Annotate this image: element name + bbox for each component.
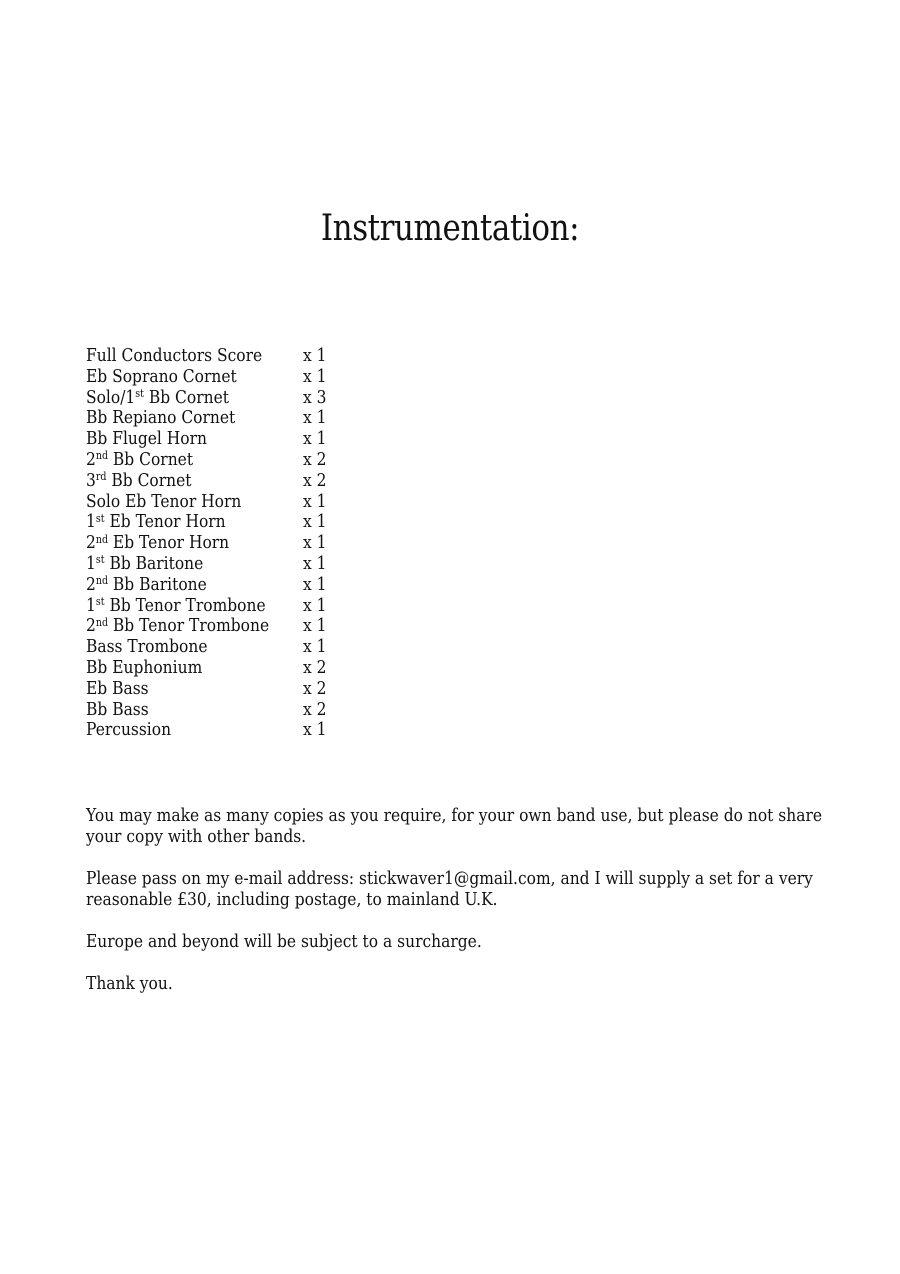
ordinal-suffix: st [95, 511, 105, 525]
part-row [86, 720, 386, 741]
part-name-prefix: Bb Bass [86, 698, 149, 720]
page-title: Instrumentation: [320, 208, 580, 249]
part-name-suffix: Bb Cornet [106, 469, 192, 491]
part-quantity: x 1 [303, 719, 327, 741]
part-name [86, 596, 266, 617]
part-row [86, 616, 386, 637]
part-name [86, 512, 226, 533]
part-row [86, 575, 386, 596]
part-name-prefix: Bb Repiano Cornet [86, 407, 236, 429]
part-name [86, 471, 191, 492]
part-quantity: x 1 [303, 532, 327, 554]
part-name-suffix: Bb Cornet [108, 448, 194, 470]
part-quantity: x 1 [303, 511, 327, 533]
part-row [86, 554, 386, 575]
part-name [86, 720, 171, 741]
part-quantity: x 1 [303, 365, 327, 387]
part-row [86, 450, 386, 471]
part-quantity: x 2 [303, 448, 327, 470]
part-name-prefix: Full Conductors Score [86, 345, 263, 366]
part-name [86, 388, 229, 409]
part-quantity: x 1 [303, 615, 327, 637]
part-name [86, 492, 241, 513]
part-name [86, 367, 237, 388]
surcharge-note: Europe and beyond will be subject to a surcharge. [86, 931, 482, 952]
part-quantity: x 1 [303, 552, 327, 574]
part-row [86, 700, 386, 721]
part-name-prefix: Bass Trombone [86, 636, 208, 658]
part-row [86, 658, 386, 679]
part-name-prefix: 1 [86, 511, 96, 533]
part-row [86, 637, 386, 658]
part-row [86, 346, 386, 367]
part-row [86, 679, 386, 700]
part-name [86, 575, 207, 596]
part-name-prefix: Percussion [86, 719, 172, 741]
ordinal-suffix: rd [95, 470, 107, 484]
part-name [86, 679, 149, 700]
ordinal-suffix: nd [95, 532, 109, 546]
ordinal-suffix: st [135, 387, 144, 401]
part-name-suffix: Bb Baritone [108, 573, 207, 595]
part-name-prefix: Bb Euphonium [86, 656, 203, 678]
contact-note: Please pass on my e-mail address: stickwaver1@gmail.com, and I will supply a set for a very reasonable £30, including postage, to mainland U.K. [86, 868, 813, 910]
part-name [86, 700, 149, 721]
part-quantity: x 3 [303, 386, 327, 408]
part-quantity: x 1 [303, 428, 327, 450]
part-row [86, 429, 386, 450]
ordinal-suffix: st [95, 553, 105, 567]
ordinal-suffix: st [95, 595, 105, 609]
part-name [86, 429, 207, 450]
part-row [86, 596, 386, 617]
part-quantity: x 2 [303, 698, 327, 720]
part-row [86, 367, 386, 388]
part-name-prefix: Eb Soprano Cornet [86, 365, 237, 387]
part-quantity: x 2 [303, 677, 327, 699]
part-quantity: x 1 [303, 573, 327, 595]
part-name [86, 450, 193, 471]
part-name [86, 408, 235, 429]
part-name [86, 658, 202, 679]
thanks-note: Thank you. [86, 973, 173, 994]
part-quantity: x 2 [303, 656, 327, 678]
part-row [86, 512, 386, 533]
part-name-prefix: 2 [86, 532, 96, 554]
part-name-prefix: 2 [86, 448, 96, 470]
part-name-prefix: 3 [86, 469, 96, 491]
part-quantity: x 1 [303, 345, 327, 366]
part-name [86, 554, 203, 575]
part-name [86, 346, 262, 367]
ordinal-suffix: nd [95, 615, 109, 629]
part-row [86, 492, 386, 513]
part-row [86, 533, 386, 554]
part-quantity: x 1 [303, 594, 327, 616]
part-row [86, 471, 386, 492]
part-quantity: x 1 [303, 636, 327, 658]
part-row [86, 388, 386, 409]
instrumentation-list [86, 346, 386, 741]
part-quantity: x 2 [303, 469, 327, 491]
part-name-suffix: Bb Baritone [104, 552, 204, 574]
part-name-prefix: 1 [86, 594, 96, 616]
ordinal-suffix: nd [95, 449, 109, 463]
part-quantity: x 1 [303, 490, 327, 512]
part-name-suffix: Bb Tenor Trombone [104, 594, 266, 616]
part-name-prefix: Solo/1 [86, 386, 136, 408]
part-name-suffix: Bb Tenor Trombone [108, 615, 270, 637]
copies-note: You may make as many copies as you require, for your own band use, but please do not share your copy with other bands. [86, 805, 823, 847]
part-row [86, 408, 386, 429]
part-name-prefix: 1 [86, 552, 96, 574]
part-name-prefix: 2 [86, 615, 96, 637]
part-name-prefix: Eb Bass [86, 677, 149, 699]
part-quantity: x 1 [303, 407, 327, 429]
part-name-suffix: Eb Tenor Horn [108, 532, 230, 554]
notes-section [86, 805, 900, 1015]
part-name-prefix: Bb Flugel Horn [86, 428, 208, 450]
part-name-prefix: 2 [86, 573, 96, 595]
part-name [86, 616, 269, 637]
part-name-suffix: Eb Tenor Horn [104, 511, 226, 533]
part-name-prefix: Solo Eb Tenor Horn [86, 490, 242, 512]
part-name-suffix: Bb Cornet [143, 386, 229, 408]
part-name [86, 637, 208, 658]
part-name [86, 533, 229, 554]
ordinal-suffix: nd [95, 574, 109, 588]
